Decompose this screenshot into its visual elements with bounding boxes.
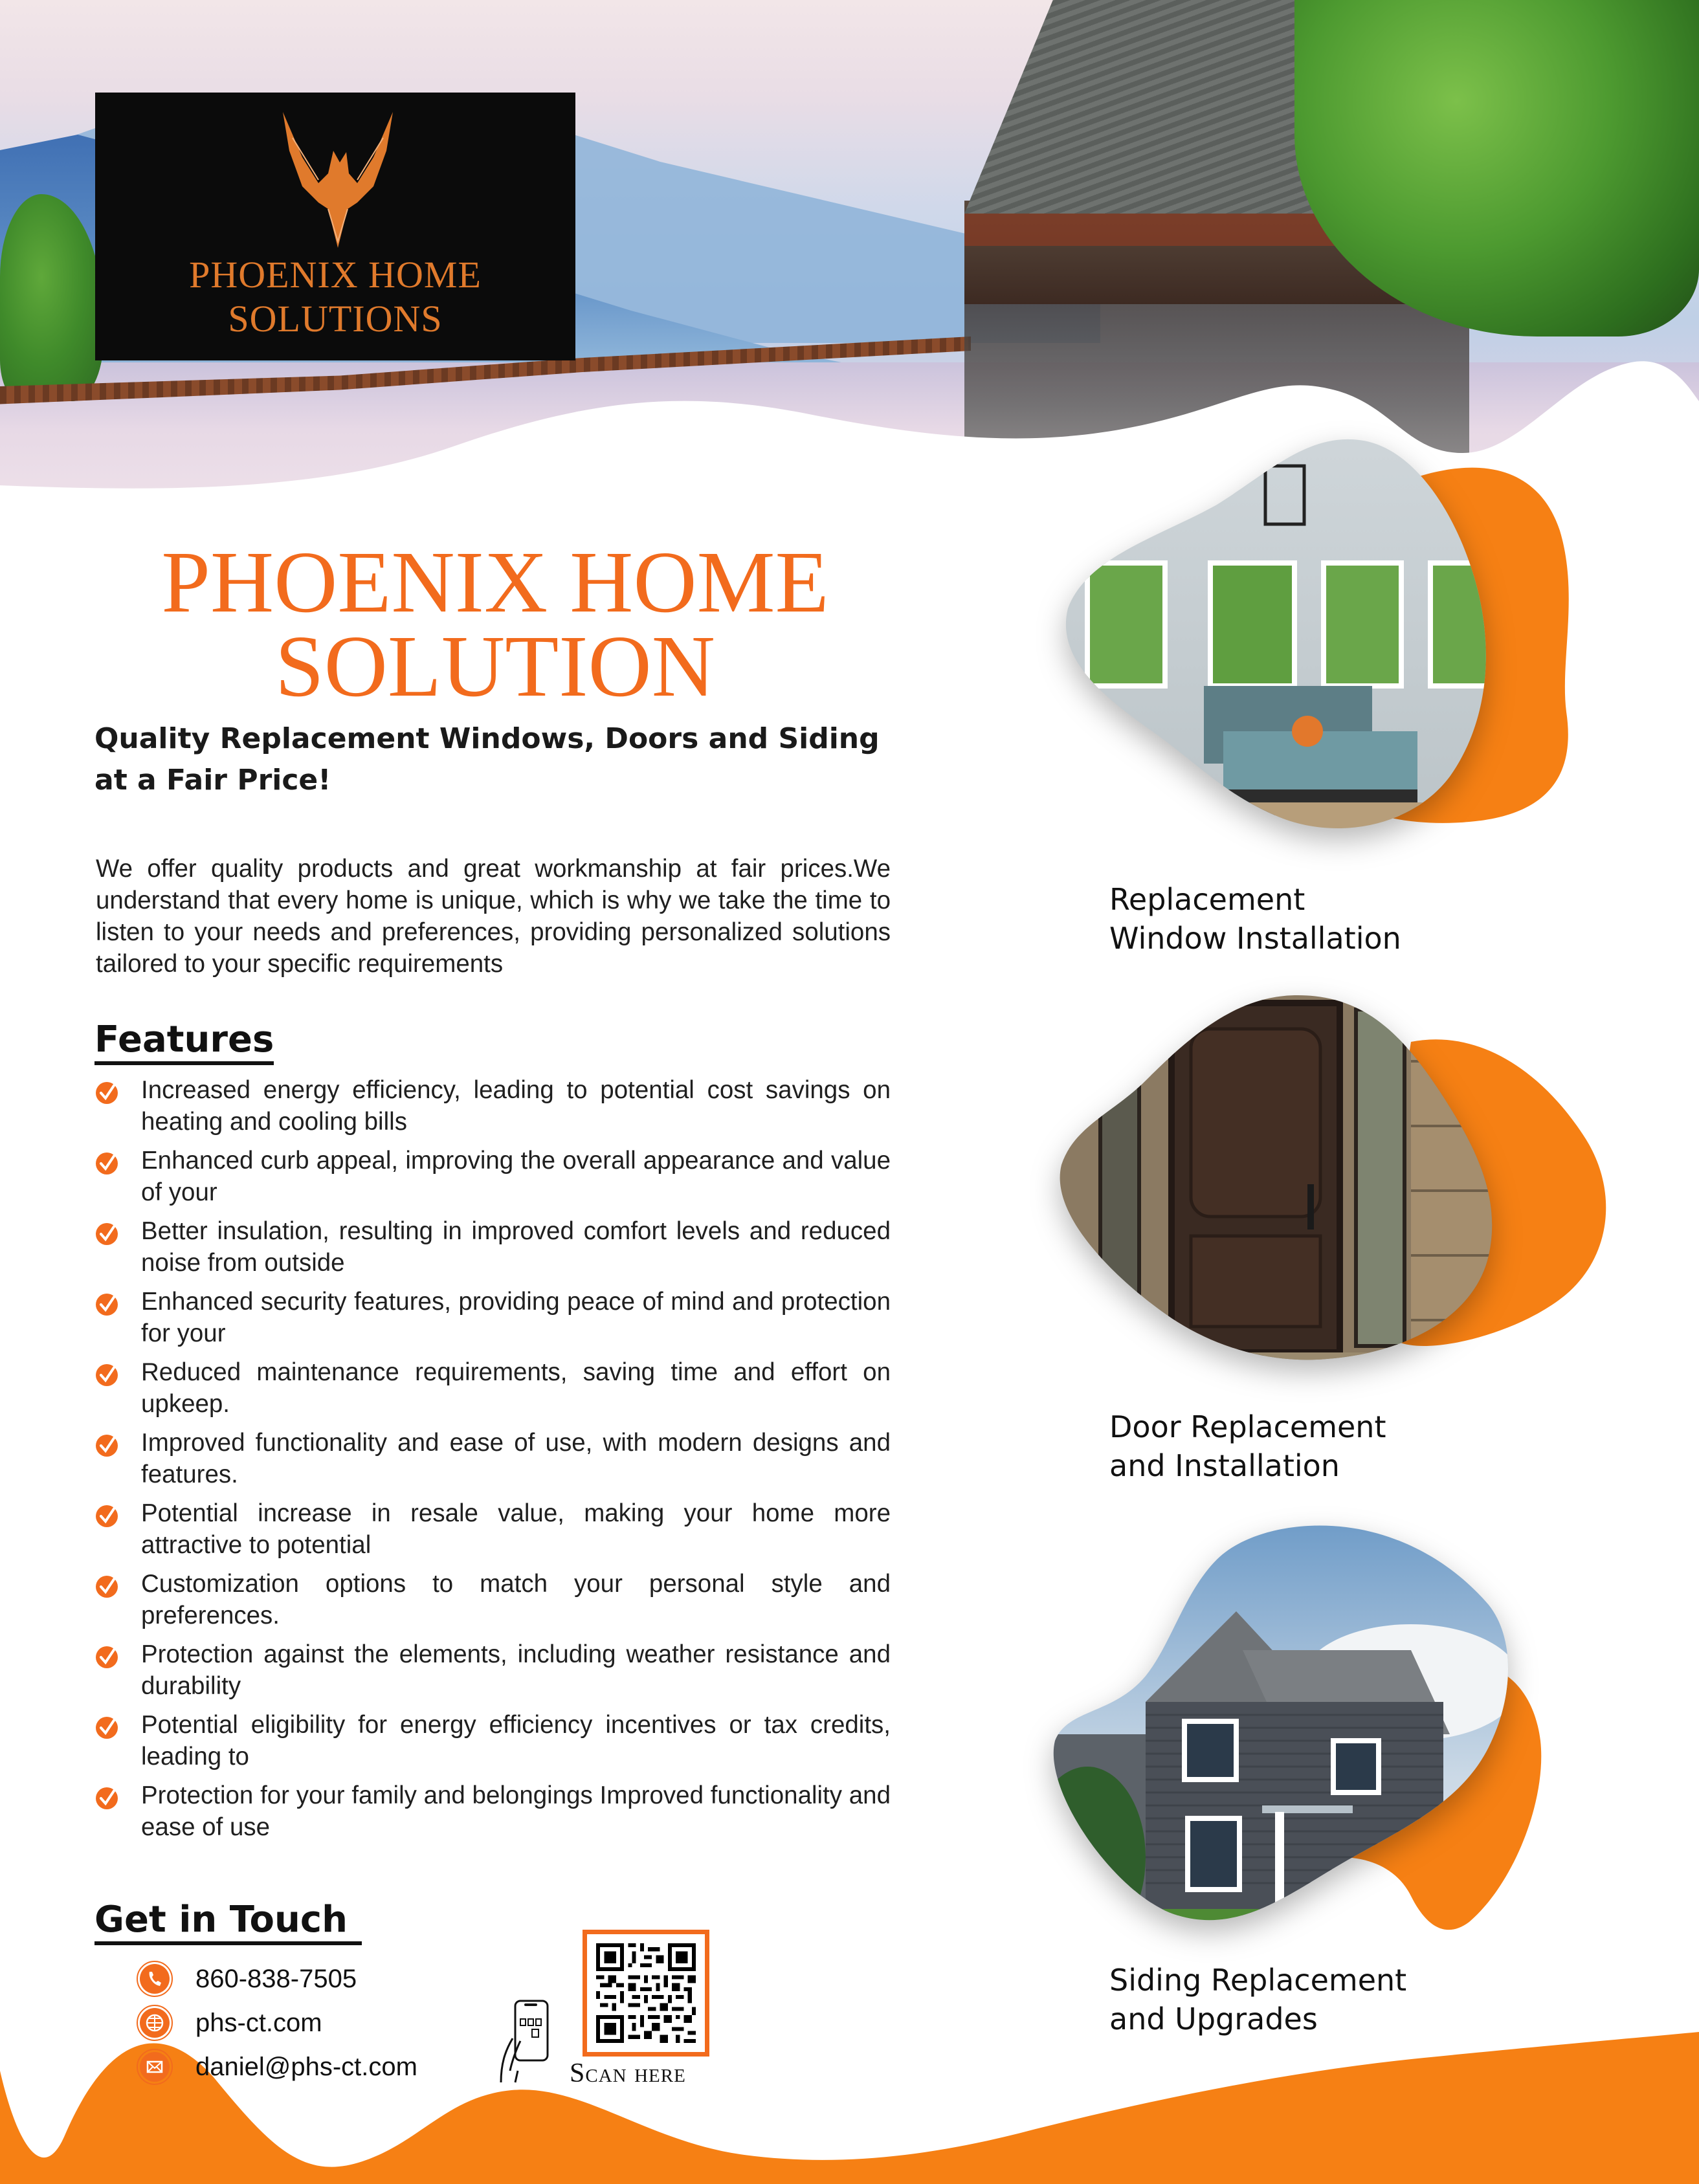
contact-list bbox=[136, 1957, 417, 2089]
service-windows bbox=[1049, 427, 1631, 956]
title-line-1: PHOENIX HOME bbox=[161, 534, 829, 631]
logo-line-1: PHOENIX HOME bbox=[189, 254, 482, 296]
feature-item: Protection against the elements, including weather resistance and durability bbox=[94, 1638, 891, 1702]
check-circle-icon bbox=[94, 1362, 120, 1387]
contact-website[interactable] bbox=[136, 2001, 417, 2045]
qr-code[interactable] bbox=[583, 1930, 709, 2057]
scan-here-label: Scan here bbox=[570, 2058, 686, 2088]
features-heading-text: Features bbox=[94, 1019, 274, 1061]
contact-heading-text: Get in Touch bbox=[94, 1899, 348, 1941]
mail-icon bbox=[136, 2048, 173, 2086]
phoenix-icon bbox=[263, 112, 412, 248]
logo-wordmark bbox=[95, 253, 575, 341]
heading-underline bbox=[94, 1941, 362, 1945]
contact-phone[interactable] bbox=[136, 1957, 417, 2001]
check-circle-icon bbox=[94, 1220, 120, 1246]
contact-email[interactable] bbox=[136, 2045, 417, 2089]
check-circle-icon bbox=[94, 1291, 120, 1317]
features-list bbox=[94, 1074, 891, 1850]
website-link[interactable]: phs-ct.com bbox=[195, 2008, 322, 2037]
check-circle-icon bbox=[94, 1432, 120, 1458]
check-circle-icon bbox=[94, 1644, 120, 1670]
phone-icon bbox=[136, 1960, 173, 1998]
check-circle-icon bbox=[94, 1150, 120, 1176]
feature-item: Customization options to match your personal style and preferences. bbox=[94, 1568, 891, 1631]
feature-item: Increased energy efficiency, leading to potential cost savings on heating and cooling bills bbox=[94, 1074, 891, 1138]
company-logo bbox=[95, 93, 575, 360]
check-circle-icon bbox=[94, 1714, 120, 1740]
intro-paragraph: We offer quality products and great workmanship at fair prices.We understand that every home is unique, which is why we take the time to listen to your needs and preferences, providing personalized solutions tailored to your specific requirements bbox=[96, 855, 891, 978]
check-circle-icon bbox=[94, 1079, 120, 1105]
service-label: Door Replacement and Installation bbox=[1109, 1409, 1386, 1483]
tagline: Quality Replacement Windows, Doors and Siding at a Fair Price! bbox=[94, 722, 880, 797]
feature-item: Reduced maintenance requirements, saving time and effort on upkeep. bbox=[94, 1356, 891, 1420]
feature-item: Enhanced security features, providing peace of mind and protection for your bbox=[94, 1286, 891, 1349]
contact-heading bbox=[94, 1897, 362, 1943]
logo-line-2: SOLUTIONS bbox=[228, 298, 443, 340]
service-label: Replacement Window Installation bbox=[1109, 882, 1401, 956]
check-circle-icon bbox=[94, 1573, 120, 1599]
service-label: Siding Replacement and Upgrades bbox=[1109, 1963, 1407, 2036]
feature-item: Enhanced curb appeal, improving the overall appearance and value of your bbox=[94, 1145, 891, 1208]
service-siding bbox=[1049, 1521, 1631, 2036]
phone-number[interactable]: 860-838-7505 bbox=[195, 1964, 357, 1993]
heading-underline bbox=[94, 1061, 274, 1065]
feature-item: Improved functionality and ease of use, with modern designs and features. bbox=[94, 1427, 891, 1490]
sunroom-windows-photo bbox=[1049, 427, 1631, 880]
phone-scan-icon bbox=[500, 2000, 558, 2084]
front-door-photo bbox=[1049, 984, 1631, 1385]
feature-item: Potential eligibility for energy efficiency incentives or tax credits, leading to bbox=[94, 1709, 891, 1772]
title-line-2: SOLUTION bbox=[275, 618, 715, 715]
house-siding-photo bbox=[1049, 1521, 1631, 1948]
qr-code-graphic bbox=[596, 1943, 696, 2043]
globe-icon bbox=[136, 2004, 173, 2042]
check-circle-icon bbox=[94, 1785, 120, 1811]
feature-item: Better insulation, resulting in improved comfort levels and reduced noise from outside bbox=[94, 1215, 891, 1279]
check-circle-icon bbox=[94, 1503, 120, 1528]
feature-item: Potential increase in resale value, making your home more attractive to potential bbox=[94, 1497, 891, 1561]
feature-item: Protection for your family and belongings Improved functionality and ease of use bbox=[94, 1780, 891, 1843]
features-heading bbox=[94, 1017, 274, 1063]
service-doors bbox=[1049, 984, 1631, 1483]
email-link[interactable]: daniel@phs-ct.com bbox=[195, 2052, 417, 2081]
page-title bbox=[91, 534, 900, 715]
